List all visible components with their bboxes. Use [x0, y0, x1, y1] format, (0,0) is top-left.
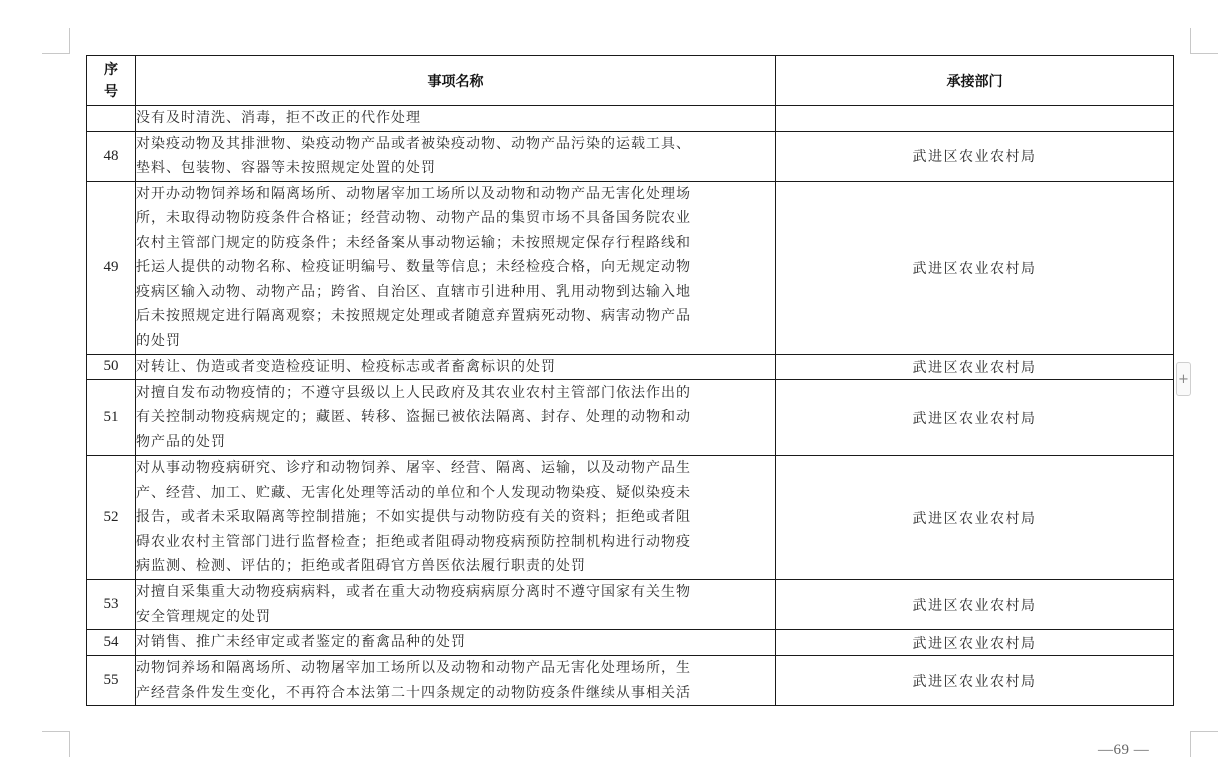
crop-mark: [1190, 731, 1218, 732]
table-row: [87, 131, 1174, 181]
row-department: 武进区农业农村局: [776, 181, 1174, 354]
row-department: 武进区农业农村局: [776, 630, 1174, 656]
table-row: [87, 380, 1174, 456]
row-department: 武进区农业农村局: [776, 380, 1174, 456]
add-row-button[interactable]: [1176, 362, 1191, 396]
row-item-name: 没有及时清洗、消毒，拒不改正的代作处理: [136, 106, 776, 132]
row-number: 51: [87, 380, 136, 456]
row-number: 55: [87, 656, 136, 706]
crop-mark: [69, 731, 70, 757]
crop-mark: [42, 731, 70, 732]
header-seq: 序 号: [87, 56, 136, 106]
page-number: —69 —: [1098, 742, 1150, 758]
crop-mark: [69, 28, 70, 54]
table-row: [87, 456, 1174, 580]
row-number: 50: [87, 354, 136, 380]
row-item-name: 对转让、伪造或者变造检疫证明、检疫标志或者畜禽标识的处罚: [136, 354, 776, 380]
crop-mark: [1190, 28, 1191, 54]
crop-mark: [1190, 731, 1191, 757]
row-number: 53: [87, 580, 136, 630]
row-item-name: 对染疫动物及其排泄物、染疫动物产品或者被染疫动物、动物产品污染的运载工具、 垫料、包装物、容器等未按照规定处置的处罚: [136, 131, 776, 181]
row-department: 武进区农业农村局: [776, 131, 1174, 181]
crop-mark: [1190, 53, 1218, 54]
row-item-name: 对从事动物疫病研究、诊疗和动物饲养、屠宰、经营、隔离、运输，以及动物产品生 产、经营、加工、贮藏、无害化处理等活动的单位和个人发现动物染疫、疑似染疫未 报告，或者未采取隔离等控制措施；不如实提供与动物防疫有关的资料；拒绝或者阻 碍农业农村主管部门进行监督检查；拒绝或者阻碍动物疫病预防控制机构进行动物疫 病监测、检测、评估的；拒绝或者阻碍官方兽医依法履行职责的处罚: [136, 456, 776, 580]
header-item-name: 事项名称: [136, 56, 776, 106]
table-row: [87, 106, 1174, 132]
header-department: 承接部门: [776, 56, 1174, 106]
row-number: 52: [87, 456, 136, 580]
table-row: [87, 630, 1174, 656]
row-number: 54: [87, 630, 136, 656]
row-item-name: 动物饲养场和隔离场所、动物屠宰加工场所以及动物和动物产品无害化处理场所，生 产经营条件发生变化，不再符合本法第二十四条规定的动物防疫条件继续从事相关活: [136, 656, 776, 706]
table-header-row: [87, 56, 1174, 106]
penalty-items-table: [86, 55, 1174, 706]
row-department: 武进区农业农村局: [776, 580, 1174, 630]
row-department: [776, 106, 1174, 132]
plus-icon: +: [1178, 371, 1189, 387]
row-number: 49: [87, 181, 136, 354]
row-department: 武进区农业农村局: [776, 354, 1174, 380]
table-row: [87, 656, 1174, 706]
row-department: 武进区农业农村局: [776, 456, 1174, 580]
row-department: 武进区农业农村局: [776, 656, 1174, 706]
row-number: 48: [87, 131, 136, 181]
row-item-name: 对擅自发布动物疫情的；不遵守县级以上人民政府及其农业农村主管部门依法作出的 有关控制动物疫病规定的；藏匿、转移、盗掘已被依法隔离、封存、处理的动物和动 物产品的处罚: [136, 380, 776, 456]
table-row: [87, 354, 1174, 380]
row-item-name: 对销售、推广未经审定或者鉴定的畜禽品种的处罚: [136, 630, 776, 656]
row-number: [87, 106, 136, 132]
row-item-name: 对擅自采集重大动物疫病病料，或者在重大动物疫病病原分离时不遵守国家有关生物 安全管理规定的处罚: [136, 580, 776, 630]
table-row: [87, 580, 1174, 630]
row-item-name: 对开办动物饲养场和隔离场所、动物屠宰加工场所以及动物和动物产品无害化处理场 所，未取得动物防疫条件合格证；经营动物、动物产品的集贸市场不具备国务院农业 农村主管部门规定的防疫条件；未经备案从事动物运输；未按照规定保存行程路线和 托运人提供的动物名称、检疫证明编号、数量等信息；未经检疫合格，向无规定动物 疫病区输入动物、动物产品；跨省、自治区、直辖市引进种用、乳用动物到达输入地 后未按照规定进行隔离观察；未按照规定处理或者随意弃置病死动物、病害动物产品 的处罚: [136, 181, 776, 354]
crop-mark: [42, 53, 70, 54]
table-row: [87, 181, 1174, 354]
